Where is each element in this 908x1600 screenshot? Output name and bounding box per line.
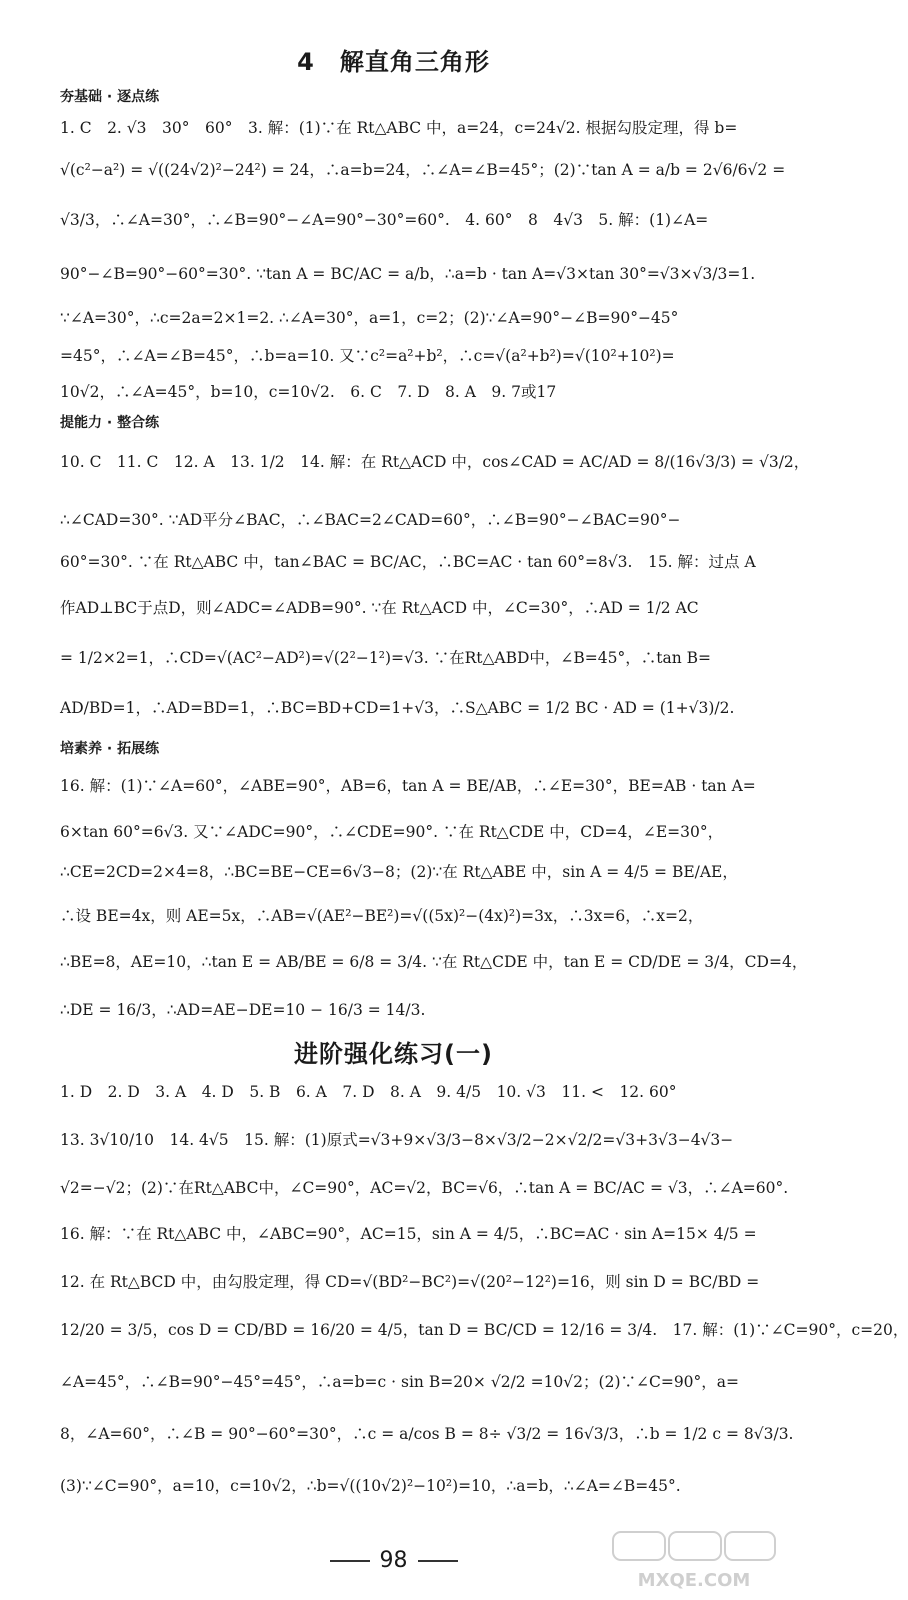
answer-line: 13. 3√10/10 14. 4√5 15. 解：(1)原式=√3+9×√3/3−8×√3/2−2×√2/2=√3+3√3−4√3− <box>60 1131 734 1149</box>
answer-line: ∵∠A=30°，∴c=2a=2×1=2. ∴∠A=30°，a=1，c=2；(2)∵∠A=90°−∠B=90°−45° <box>60 309 679 327</box>
answer-line: √2=−√2；(2)∵在Rt△ABC中，∠C=90°，AC=√2，BC=√6，∴tan A = BC/AC = √3，∴∠A=60°. <box>60 1179 789 1197</box>
subsection-heading-basic: 夯基础 · 逐点练 <box>60 89 160 105</box>
answer-line: 16. 解：(1)∵∠A=60°，∠ABE=90°，AB=6，tan A = BE/AB，∴∠E=30°，BE=AB · tan A= <box>60 777 756 795</box>
answer-line: ∠A=45°，∴∠B=90°−45°=45°，∴a=b=c · sin B=20× √2/2 =10√2；(2)∵∠C=90°，a= <box>60 1373 740 1391</box>
page-number-text: 98 <box>379 1548 408 1573</box>
answer-line: √3/3，∴∠A=30°，∴∠B=90°−∠A=90°−30°=60°. 4. 60° 8 4√3 5. 解：(1)∠A= <box>60 211 709 229</box>
answer-line: √(c²−a²) = √((24√2)²−24²) = 24，∴a=b=24，∴∠A=∠B=45°；(2)∵tan A = a/b = 2√6/6√2 = <box>60 161 786 179</box>
answer-line: 10. C 11. C 12. A 13. 1/2 14. 解：在 Rt△ACD 中，cos∠CAD = AC/AD = 8/(16√3/3) = √3/2， <box>60 453 810 471</box>
subsection-heading-improve: 提能力 · 整合练 <box>60 415 160 431</box>
answer-line: (3)∵∠C=90°，a=10，c=10√2，∴b=√((10√2)²−10²)=10，∴a=b，∴∠A=∠B=45°. <box>60 1477 681 1495</box>
answer-line: 60°=30°. ∵在 Rt△ABC 中，tan∠BAC = BC/AC，∴BC=AC · tan 60°=8√3. 15. 解：过点 A <box>60 553 756 571</box>
answer-line: 1. C 2. √3 30° 60° 3. 解：(1)∵在 Rt△ABC 中，a=24，c=24√2. 根据勾股定理，得 b= <box>60 119 738 137</box>
page-number-dash-left <box>330 1560 370 1562</box>
answer-line: 12/20 = 3/5，cos D = CD/BD = 16/20 = 4/5，tan D = BC/CD = 12/16 = 3/4. 17. 解：(1)∵∠C=90°，c=20， <box>60 1321 908 1339</box>
answer-line: 1. D 2. D 3. A 4. D 5. B 6. A 7. D 8. A 9. 4/5 10. √3 11. < 12. 60° <box>60 1083 677 1101</box>
answer-line: =45°，∴∠A=∠B=45°，∴b=a=10. 又∵c²=a²+b²，∴c=√(a²+b²)=√(10²+10²)= <box>60 347 675 365</box>
answer-line: 作AD⊥BC于点D，则∠ADC=∠ADB=90°. ∵在 Rt△ACD 中，∠C=30°，∴AD = 1/2 AC <box>60 599 699 617</box>
practice-title: 进阶强化练习(一) <box>294 1040 493 1068</box>
answer-line: 90°−∠B=90°−60°=30°. ∵tan A = BC/AC = a/b，∴a=b · tan A=√3×tan 30°=√3×√3/3=1. <box>60 265 756 283</box>
answer-line: ∴CE=2CD=2×4=8，∴BC=BE−CE=6√3−8；(2)∵在 Rt△ABE 中，sin A = 4/5 = BE/AE， <box>60 863 738 881</box>
watermark-logo <box>609 1526 779 1596</box>
section-title: 4 解直角三角形 <box>297 48 490 76</box>
answer-line: AD/BD=1，∴AD=BD=1，∴BC=BD+CD=1+√3，∴S△ABC = 1/2 BC · AD = (1+√3)/2. <box>60 699 735 717</box>
answer-line: ∴BE=8，AE=10，∴tan E = AB/BE = 6/8 = 3/4. ∵在 Rt△CDE 中，tan E = CD/DE = 3/4，CD=4， <box>60 953 808 971</box>
answer-line: ∴∠CAD=30°. ∵AD平分∠BAC，∴∠BAC=2∠CAD=60°，∴∠B=90°−∠BAC=90°− <box>60 511 681 529</box>
subsection-heading-extend: 培素养 · 拓展练 <box>60 741 160 757</box>
answer-line: 10√2，∴∠A=45°，b=10，c=10√2. 6. C 7. D 8. A 9. 7或17 <box>60 383 557 401</box>
page-number-dash-right <box>418 1560 458 1562</box>
answer-line: 16. 解：∵在 Rt△ABC 中，∠ABC=90°，AC=15，sin A = 4/5，∴BC=AC · sin A=15× 4/5 = <box>60 1225 757 1243</box>
answer-line: ∴设 BE=4x，则 AE=5x，∴AB=√(AE²−BE²)=√((5x)²−(4x)²)=3x，∴3x=6，∴x=2， <box>60 907 704 925</box>
watermark-text: MXQE.COM <box>637 1570 751 1591</box>
answer-line: = 1/2×2=1，∴CD=√(AC²−AD²)=√(2²−1²)=√3. ∵在Rt△ABD中，∠B=45°，∴tan B= <box>60 649 711 667</box>
answer-line: 8，∠A=60°，∴∠B = 90°−60°=30°，∴c = a/cos B = 8÷ √3/2 = 16√3/3，∴b = 1/2 c = 8√3/3. <box>60 1425 794 1443</box>
answer-line: ∴DE = 16/3，∴AD=AE−DE=10 − 16/3 = 14/3. <box>60 1001 426 1019</box>
answer-line: 6×tan 60°=6√3. 又∵∠ADC=90°，∴∠CDE=90°. ∵在 Rt△CDE 中，CD=4，∠E=30°， <box>60 823 724 841</box>
answer-line: 12. 在 Rt△BCD 中，由勾股定理，得 CD=√(BD²−BC²)=√(20²−12²)=16，则 sin D = BC/BD = <box>60 1273 760 1291</box>
